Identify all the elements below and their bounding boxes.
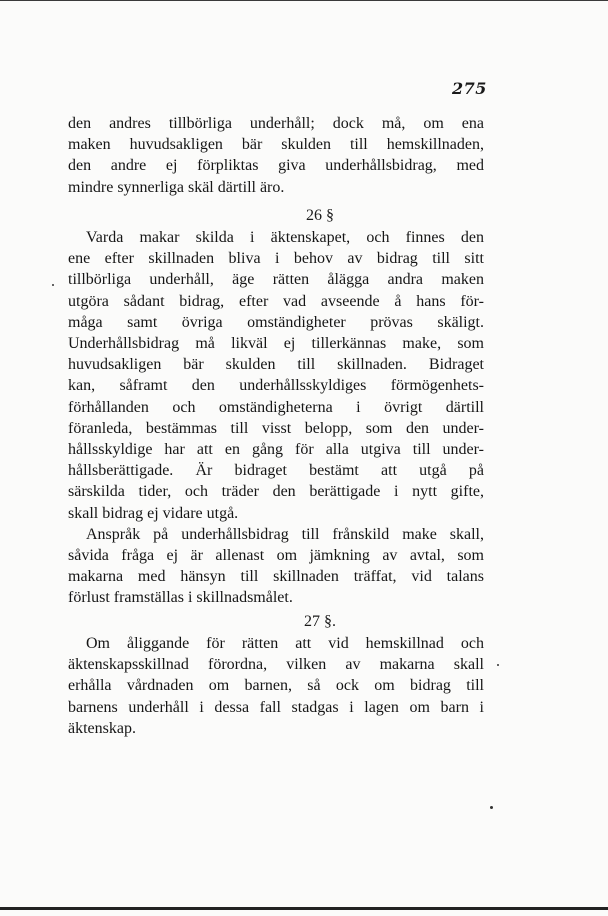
- text-line: den andres tillbörliga underhåll; dock må, om ena: [68, 115, 484, 132]
- section-heading-26: 26 §: [306, 207, 334, 224]
- text-line: särskilda tider, och träder den berättigade i nytt gifte,: [68, 483, 484, 501]
- text-line: makarna med hänsyn till skillnaden träffat, vid talans: [68, 568, 484, 586]
- text-line: kan, såframt den underhållsskyldiges förmögenhets-: [68, 377, 484, 395]
- page-bottom-edge: [0, 907, 608, 910]
- text-line: Underhållsbidrag må likväl ej tillerkännas make, som: [68, 335, 484, 353]
- text-line: den andre ej förpliktas giva underhållsbidrag, med: [68, 157, 484, 175]
- section-26-body: [68, 227, 484, 609]
- section-heading-27: 27 §.: [304, 613, 336, 630]
- text-line: föranleda, bestämmas till visst belopp, som den under-: [68, 419, 484, 437]
- text-line: Varda makar skilda i äktenskapet, och finnes den: [86, 229, 484, 246]
- text-line: äktenskap.: [68, 719, 136, 737]
- section-27-body: [68, 633, 484, 739]
- text-line: erhålla vårdnaden om barnen, så ock om bidrag till: [68, 677, 484, 695]
- text-line: huvudsakligen bär skulden till skillnaden. Bidraget: [68, 356, 484, 374]
- text-line: Anspråk på underhållsbidrag till frånskild make skall,: [86, 525, 484, 543]
- text-line: förhållanden och omständigheterna i övrigt därtill: [68, 398, 484, 416]
- text-line: hållsskyldige har att en gång för alla utgiva till under-: [68, 441, 484, 459]
- scan-speck: [497, 664, 499, 666]
- text-line: förlust framställas i skillnadsmålet.: [68, 589, 293, 607]
- scan-speck: [490, 806, 493, 809]
- text-line: såvida fråga ej är allenast om jämkning av avtal, som: [68, 547, 484, 565]
- text-line: äktenskapsskillnad förordna, vilken av makarna skall: [68, 656, 484, 674]
- page-number: 275: [452, 79, 487, 98]
- text-line: barnens underhåll i dessa fall stadgas i lagen om barn i: [68, 698, 484, 716]
- intro-paragraph: [68, 113, 484, 198]
- text-line: mindre synnerliga skäl därtill äro.: [68, 178, 285, 196]
- text-line: hållsberättigade. Är bidraget bestämt att utgå på: [68, 462, 484, 480]
- text-line: tillbörliga underhåll, äge rätten ålägga andra maken: [68, 271, 484, 289]
- text-line: utgöra sådant bidrag, efter vad avseende å hans för-: [68, 292, 484, 310]
- text-line: skall bidrag ej vidare utgå.: [68, 504, 239, 522]
- text-line: ene efter skillnaden bliva i behov av bidrag till sitt: [68, 250, 484, 268]
- text-line: måga samt övriga omständigheter prövas skäligt.: [68, 313, 484, 331]
- page-top-edge: [0, 0, 608, 1]
- text-line: Om åliggande för rätten att vid hemskillnad och: [86, 635, 484, 652]
- text-line: maken huvudsakligen bär skulden till hemskillnaden,: [68, 136, 484, 154]
- scan-speck: [52, 284, 54, 286]
